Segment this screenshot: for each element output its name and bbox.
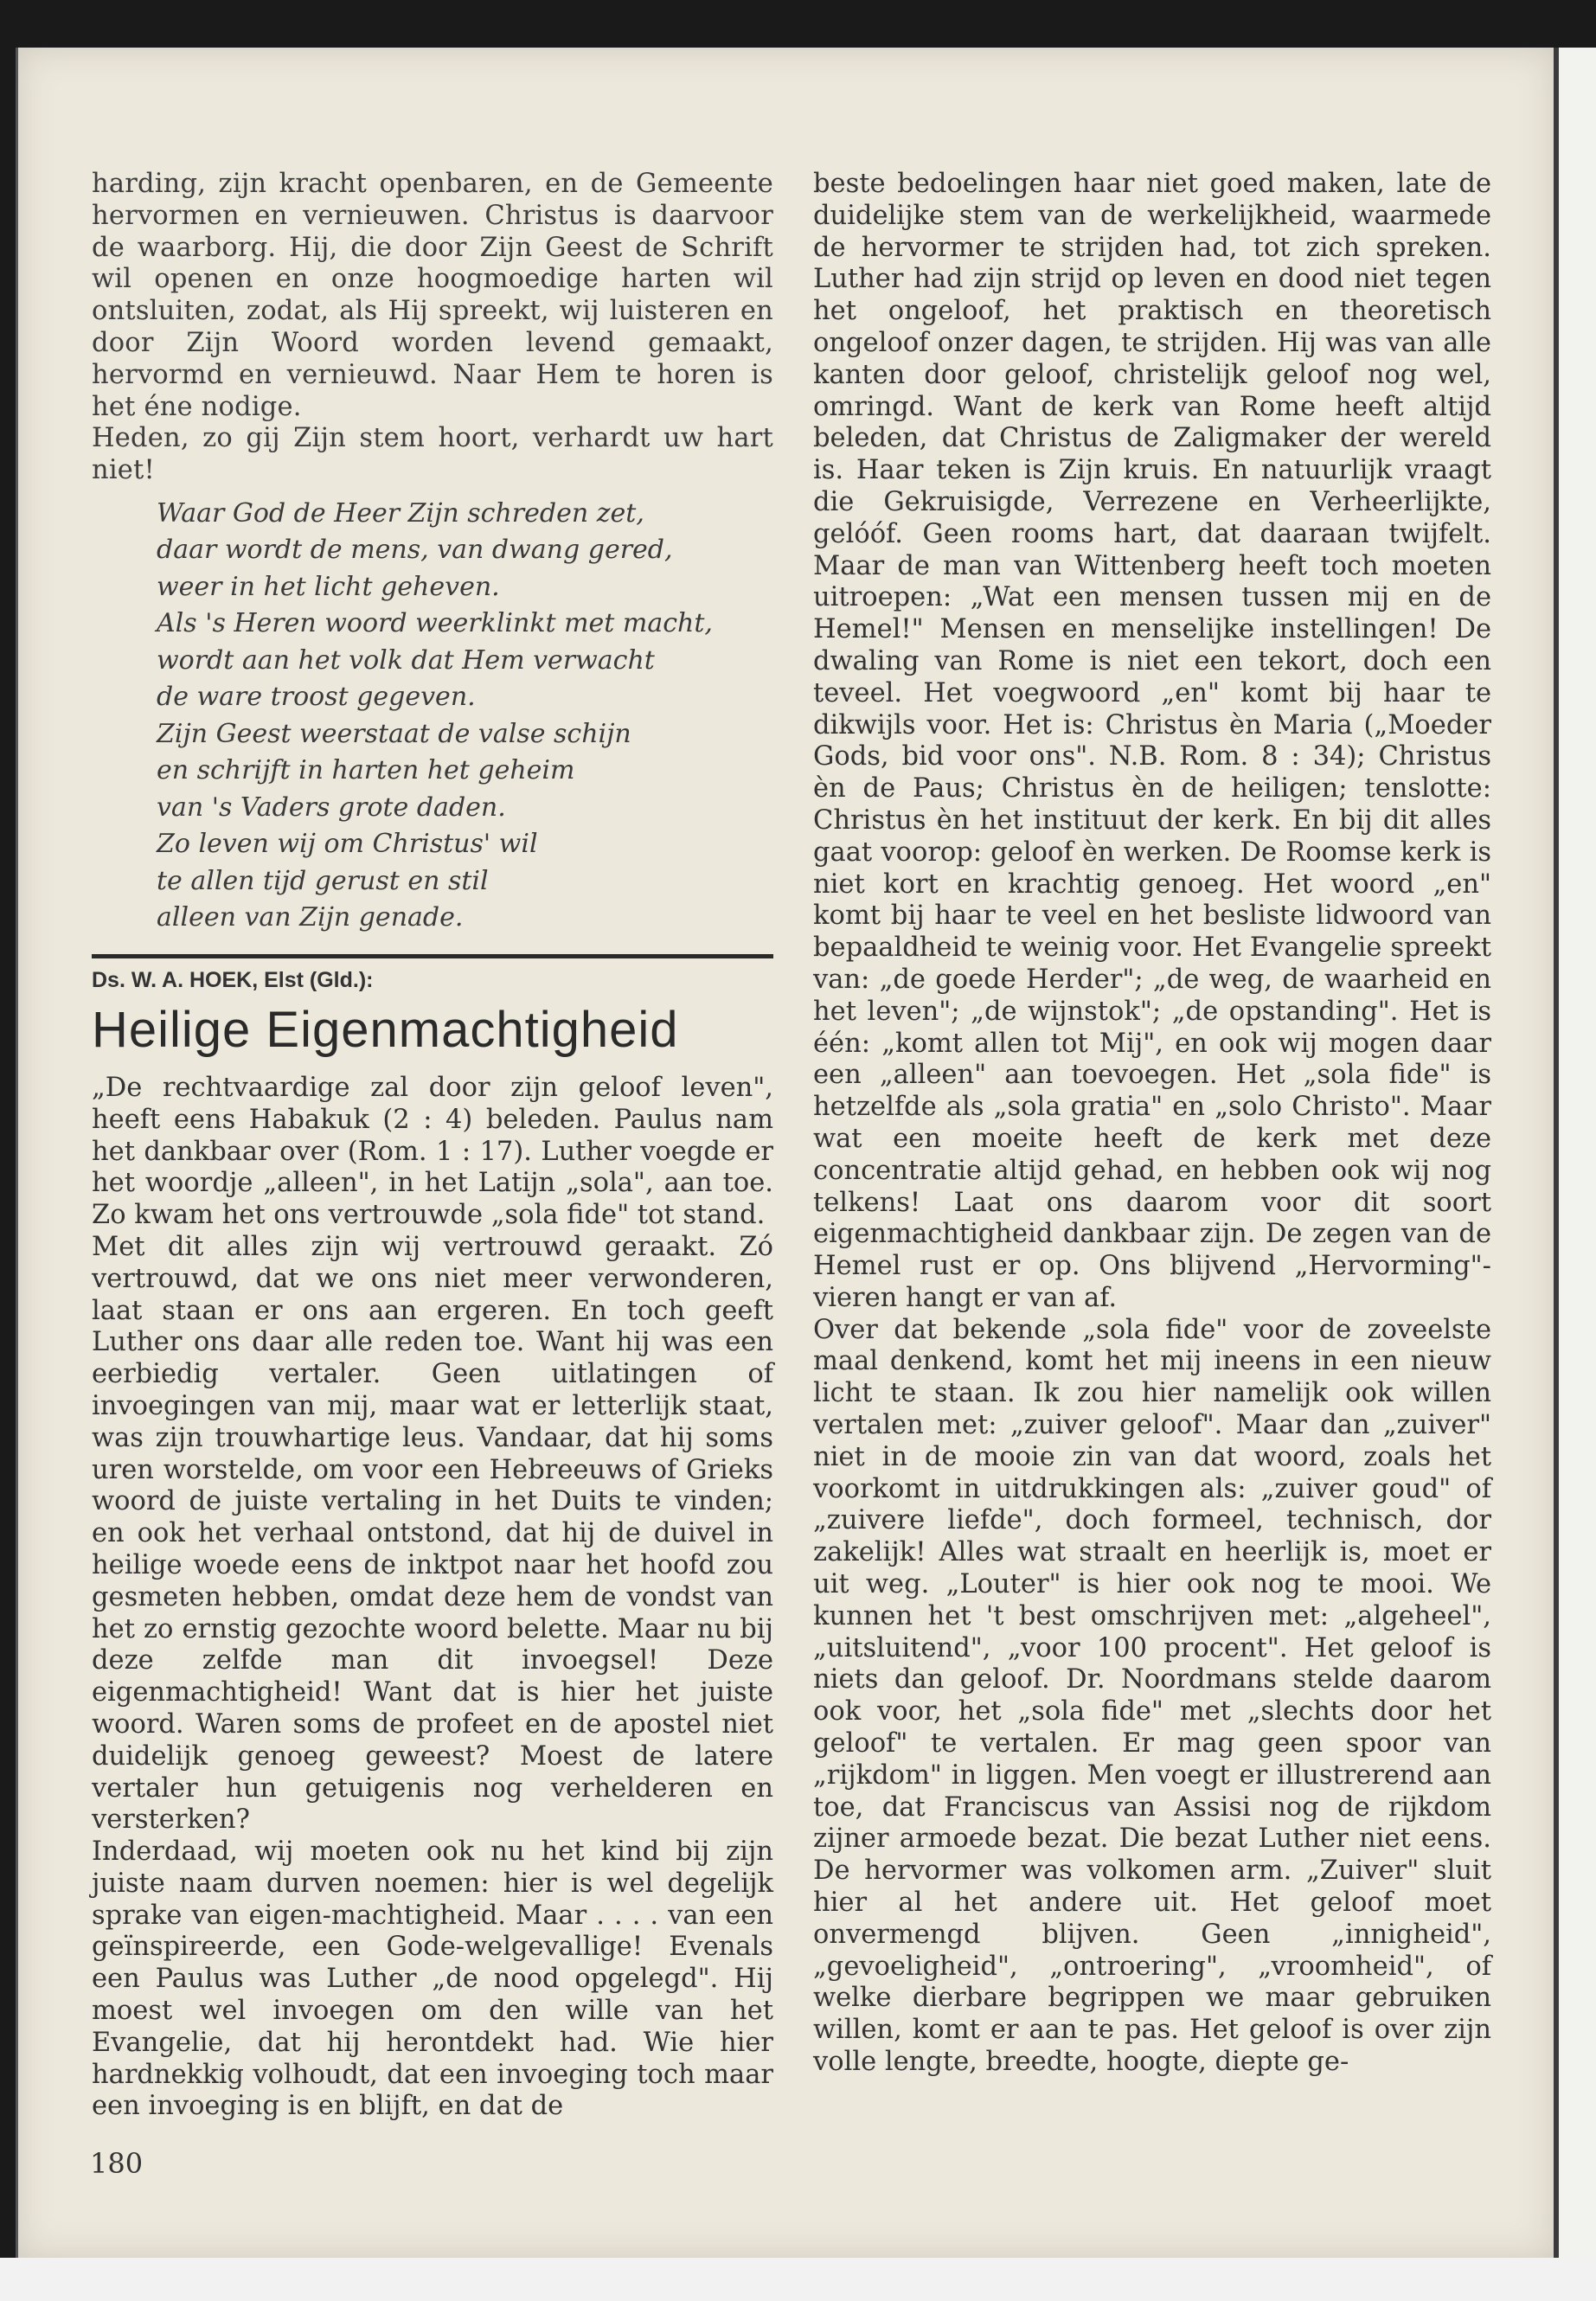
left-column bbox=[92, 169, 773, 2123]
article-paragraph: beste bedoelingen haar niet goed maken, late de duidelijke stem van de werkelijkheid, waarmede de hervormer te strijden had, tot zich spreken. Luther had zijn strijd op leven en dood niet tegen het ongeloof, het praktisch en theoretisch ongeloof onzer dagen, te strijden. Hij was van alle kanten door geloof, christelijk geloof nog wel, omringd. Want de kerk van Rome heeft altijd beleden, dat Christus de Zaligmaker der wereld is. Haar teken is Zijn kruis. En natuurlijk vraagt die Gekruisigde, Verrezene en Verheerlijkte, gelóóf. Geen rooms hart, dat daaraan twijfelt. Maar de man van Wittenberg heeft toch moeten uitroepen: „Wat een mensen tussen mij en de Hemel!" Mensen en menselijke instellingen! De dwaling van Rome is niet een tekort, doch een teveel. Het voegwoord „en" komt bij haar te dikwijls voor. Het is: Christus èn Maria („Moeder Gods, bid voor ons". N.B. Rom. 8 : 34); Christus èn de Paus; Christus èn de heiligen; tenslotte: Christus èn het instituut der kerk. En bij dit alles gaat voorop: geloof èn werken. De Roomse kerk is niet kort en krachtig genoeg. Het woord „en" komt bij haar te veel en het besliste lidwoord van bepaaldheid te weinig voor. Het Evangelie spreekt van: „de goede Herder"; „de weg, de waarheid en het leven"; „de wijnstok"; „de opstanding". Het is één: „komt allen tot Mij", en ook wij mogen daar een „alleen" aan toevoegen. Het „sola fide" is hetzelfde als „sola gratia" en „solo Christo". Maar wat een moeite heeft de kerk met deze concentratie altijd gehad, en hebben ook wij nog telkens! Laat ons daarom voor dit soort eigenmachtigheid dankbaar zijn. De zegen van de Hemel rust er op. Ons blijvend „Hervorming"-vieren hangt er van af. bbox=[813, 169, 1491, 1313]
poem-line: en schrijft in harten het geheim bbox=[157, 755, 575, 786]
poem-line: Als 's Heren woord weerklinkt met macht, bbox=[157, 608, 713, 639]
section-divider bbox=[92, 954, 773, 958]
poem-line: alleen van Zijn genade. bbox=[157, 902, 464, 933]
poem-line: weer in het licht geheven. bbox=[157, 571, 500, 602]
poem-line: Zijn Geest weerstaat de valse schijn bbox=[157, 718, 631, 749]
poem-line: wordt aan het volk dat Hem verwacht bbox=[157, 644, 655, 676]
poem-line: Waar God de Heer Zijn schreden zet, bbox=[157, 497, 644, 529]
page-edge bbox=[1554, 48, 1596, 2258]
article-title: Heilige Eigenmachtigheid bbox=[92, 1001, 679, 1058]
poem-line: te allen tijd gerust en stil bbox=[157, 865, 489, 896]
poem-line: Zo leven wij om Christus' wil bbox=[157, 829, 538, 860]
page-number: 180 bbox=[90, 2147, 144, 2180]
scan-margin bbox=[0, 2258, 1596, 2301]
poem-line: de ware troost gegeven. bbox=[157, 682, 476, 713]
poem bbox=[92, 496, 773, 937]
poem-line: daar wordt de mens, van dwang gered, bbox=[157, 535, 673, 566]
intro-paragraph: harding, zijn kracht openbaren, en de Gemeente hervormen en vernieuwen. Christus is daarvoor de waarborg. Hij, die door Zijn Geest de Schrift wil openen en onze hoogmoedige harten wil ontsluiten, zodat, als Hij spreekt, wij luisteren en door Zijn Woord worden levend gemaakt, hervormd en vernieuwd. Naar Hem te horen is het éne nodige. bbox=[92, 169, 773, 422]
intro-paragraph: Heden, zo gij Zijn stem hoort, verhardt uw hart niet! bbox=[92, 423, 773, 486]
article-paragraph: „De rechtvaardige zal door zijn geloof leven", heeft eens Habakuk (2 : 4) beleden. Paulus nam het dankbaar over (Rom. 1 : 17). Luther voegde er het woordje „alleen", in het Latijn „sola", aan toe. Zo kwam het ons vertrouwde „sola fide" tot stand. bbox=[92, 1072, 773, 1231]
author-byline: Ds. W. A. HOEK, Elst (Gld.): bbox=[92, 967, 374, 992]
article-paragraph: Met dit alles zijn wij vertrouwd geraakt. Zó vertrouwd, dat we ons niet meer verwonderen, laat staan er ons aan ergeren. En toch geeft Luther ons daar alle reden toe. Want hij was een eerbiedig vertaler. Geen uitlatingen of invoegingen van mij, maar wat er letterlijk staat, was zijn trouwhartige leus. Vandaar, dat hij soms uren worstelde, om voor een Hebreeuws of Grieks woord de juiste vertaling in het Duits te vinden; en ook het verhaal ontstond, dat hij de duivel in heilige woede eens de inktpot naar het hoofd zou gesmeten hebben, omdat deze hem de vondst van het zo ernstig gezochte woord belette. Maar nu bij deze zelfde man dit invoegsel! Deze eigenmachtigheid! Want dat is hier het juiste woord. Waren soms de profeet en de apostel niet duidelijk genoeg geweest? Moest de latere vertaler hun getuigenis nog verhelderen en versterken? bbox=[92, 1231, 773, 1836]
poem-line: van 's Vaders grote daden. bbox=[157, 792, 506, 823]
article-paragraph: Inderdaad, wij moeten ook nu het kind bij zijn juiste naam durven noemen: hier is wel degelijk sprake van eigen-machtigheid. Maar . . . . van een geïnspireerde, een Gode-welgevallige! Evenals een Paulus was Luther „de nood opgelegd". Hij moest wel invoegen om den wille van het Evangelie, dat hij herontdekt had. Wie hier hardnekkig volhoudt, dat een invoeging toch maar een invoeging is en blijft, en dat de bbox=[92, 1836, 773, 2122]
right-column bbox=[813, 169, 1491, 2079]
article-paragraph: Over dat bekende „sola fide" voor de zoveelste maal denkend, komt het mij ineens in een nieuw licht te staan. Ik zou hier namelijk ook willen vertalen met: „zuiver geloof". Maar dan „zuiver" niet in de mooie zin van dat woord, zoals het voorkomt in uitdrukkingen als: „zuiver goud" of „zuivere liefde", doch formeel, technisch, dor zakelijk! Alles wat straalt en heerlijk is, moet er uit weg. „Louter" is hier ook nog te mooi. We kunnen het 't best omschrijven met: „algeheel", „uitsluitend", „voor 100 procent". Het geloof is niets dan geloof. Dr. Noordmans stelde daarom ook voor, het „sola fide" met „slechts door het geloof" te vertalen. Er mag geen spoor van „rijkdom" in liggen. Men voegt er illustrerend aan toe, dat Franciscus van Assisi nog de rijkdom zijner armoede bezat. Die bezat Luther niet eens. De hervormer was volkomen arm. „Zuiver" sluit hier al het andere uit. Het geloof moet onvermengd blijven. Geen „innigheid", „gevoeligheid", „ontroering", „vroomheid", of welke dierbare begrippen we maar gebruiken willen, komt er aan te pas. Het geloof is over zijn volle lengte, breedte, hoogte, diepte ge- bbox=[813, 1314, 1491, 2078]
